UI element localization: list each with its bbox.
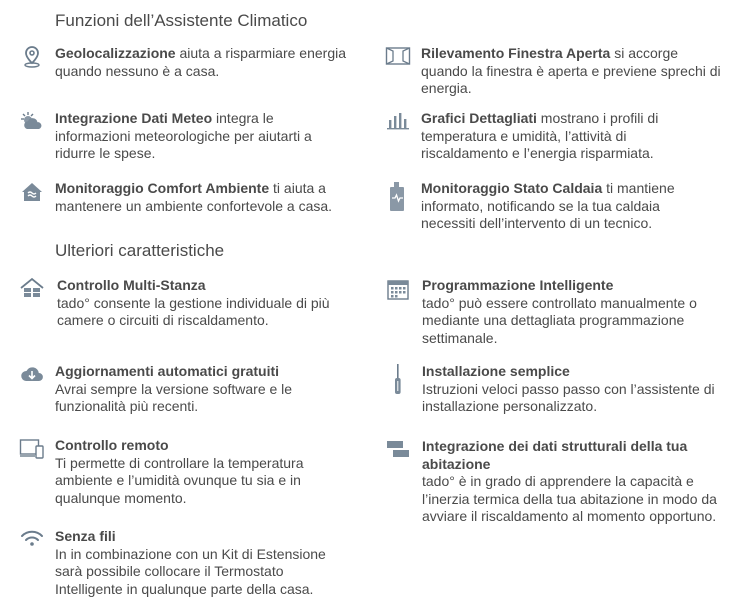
feature-text: ti aiuta a mantenere un ambiente confortevole a casa. [55,180,333,214]
section-title-assistente-climatico: Funzioni dell’Assistente Climatico [55,11,308,30]
feature-heading: Controllo Multi-Stanza [57,277,206,293]
feature-integrazione-dati-strutturali [422,438,722,526]
feature-text: integra le informazioni meteorologiche per aiutarti a ridurre le spese. [55,110,312,161]
feature-heading: Senza fili [55,528,116,544]
feature-heading: Integrazione dei dati strutturali della tua abitazione [422,438,688,472]
feature-aggiornamenti-automatici [55,363,345,416]
wifi-icon [19,528,45,552]
location-pin-icon [19,45,45,69]
feature-text: mostrano i profili di temperatura e umidità, l’attività di riscaldamento e l’energia risparmiata. [421,110,659,161]
feature-heading: Programmazione Intelligente [422,277,614,293]
feature-heading: Rilevamento Finestra Aperta [421,45,611,61]
feature-text: tado° consente la gestione individuale di più camere o circuiti di riscaldamento. [57,294,330,328]
feature-heading: Installazione semplice [422,363,570,379]
feature-heading: Monitoraggio Stato Caldaia [421,180,603,196]
feature-heading: Aggiornamenti automatici gratuiti [55,363,280,379]
feature-text: Avrai sempre la versione software e le funzionalità più recenti. [55,380,293,414]
feature-integrazione-meteo [55,110,345,163]
feature-geolocalizzazione [55,45,355,80]
cloud-download-icon [19,363,45,387]
feature-text: si accorge quando la finestra è aperta e previene sprechi di energia. [421,45,721,96]
feature-text: Ti permette di controllare la temperatura ambiente e l’umidità ovunque tu sia e in qualunque momento. [55,454,304,506]
feature-text: In in combinazione con un Kit di Estensione sarà possibile collocare il Termostato Intelligente in qualunque parte della casa. [55,545,326,597]
feature-programmazione-intelligente [422,277,722,347]
feature-senza-fili [55,528,355,598]
feature-text: ti mantiene informato, notificando se la tua caldaia necessiti dell’intervento di un tecnico. [421,180,675,231]
feature-monitoraggio-comfort [55,180,355,215]
feature-text: Istruzioni veloci passo passo con l’assistente di installazione personalizzato. [422,380,715,414]
feature-heading: Geolocalizzazione [55,45,176,61]
feature-controllo-multi-stanza [57,277,357,330]
weather-icon [19,110,45,134]
calendar-icon [385,277,411,301]
feature-text: tado° è in grado di apprendere la capacità e l’inerzia termica della tua abitazione in modo da avviare il riscaldamento al momento opportuno. [422,473,717,524]
feature-heading: Integrazione Dati Meteo [55,110,213,126]
window-icon [385,45,411,69]
feature-grafici-dettagliati [421,110,681,163]
building-structure-icon [385,438,411,462]
feature-installazione-semplice [422,363,722,416]
feature-controllo-remoto [55,437,335,507]
feature-rilevamento-finestra [421,45,721,98]
section-title-ulteriori-caratteristiche: Ulteriori caratteristiche [55,241,225,260]
feature-heading: Grafici Dettagliati [421,110,537,126]
bar-chart-icon [385,110,411,134]
feature-monitoraggio-caldaia [421,180,701,233]
feature-text: tado° può essere controllato manualmente o mediante una dettagliata programmazione settimanale. [422,294,697,346]
feature-text: aiuta a risparmiare energia quando nessuno è a casa. [55,45,347,79]
devices-icon [19,437,45,461]
feature-heading: Controllo remoto [55,437,169,453]
boiler-icon [385,180,411,214]
feature-heading: Monitoraggio Comfort Ambiente [55,180,270,196]
home-comfort-icon [19,180,45,204]
multi-room-icon [19,277,45,301]
screwdriver-icon [385,363,411,397]
